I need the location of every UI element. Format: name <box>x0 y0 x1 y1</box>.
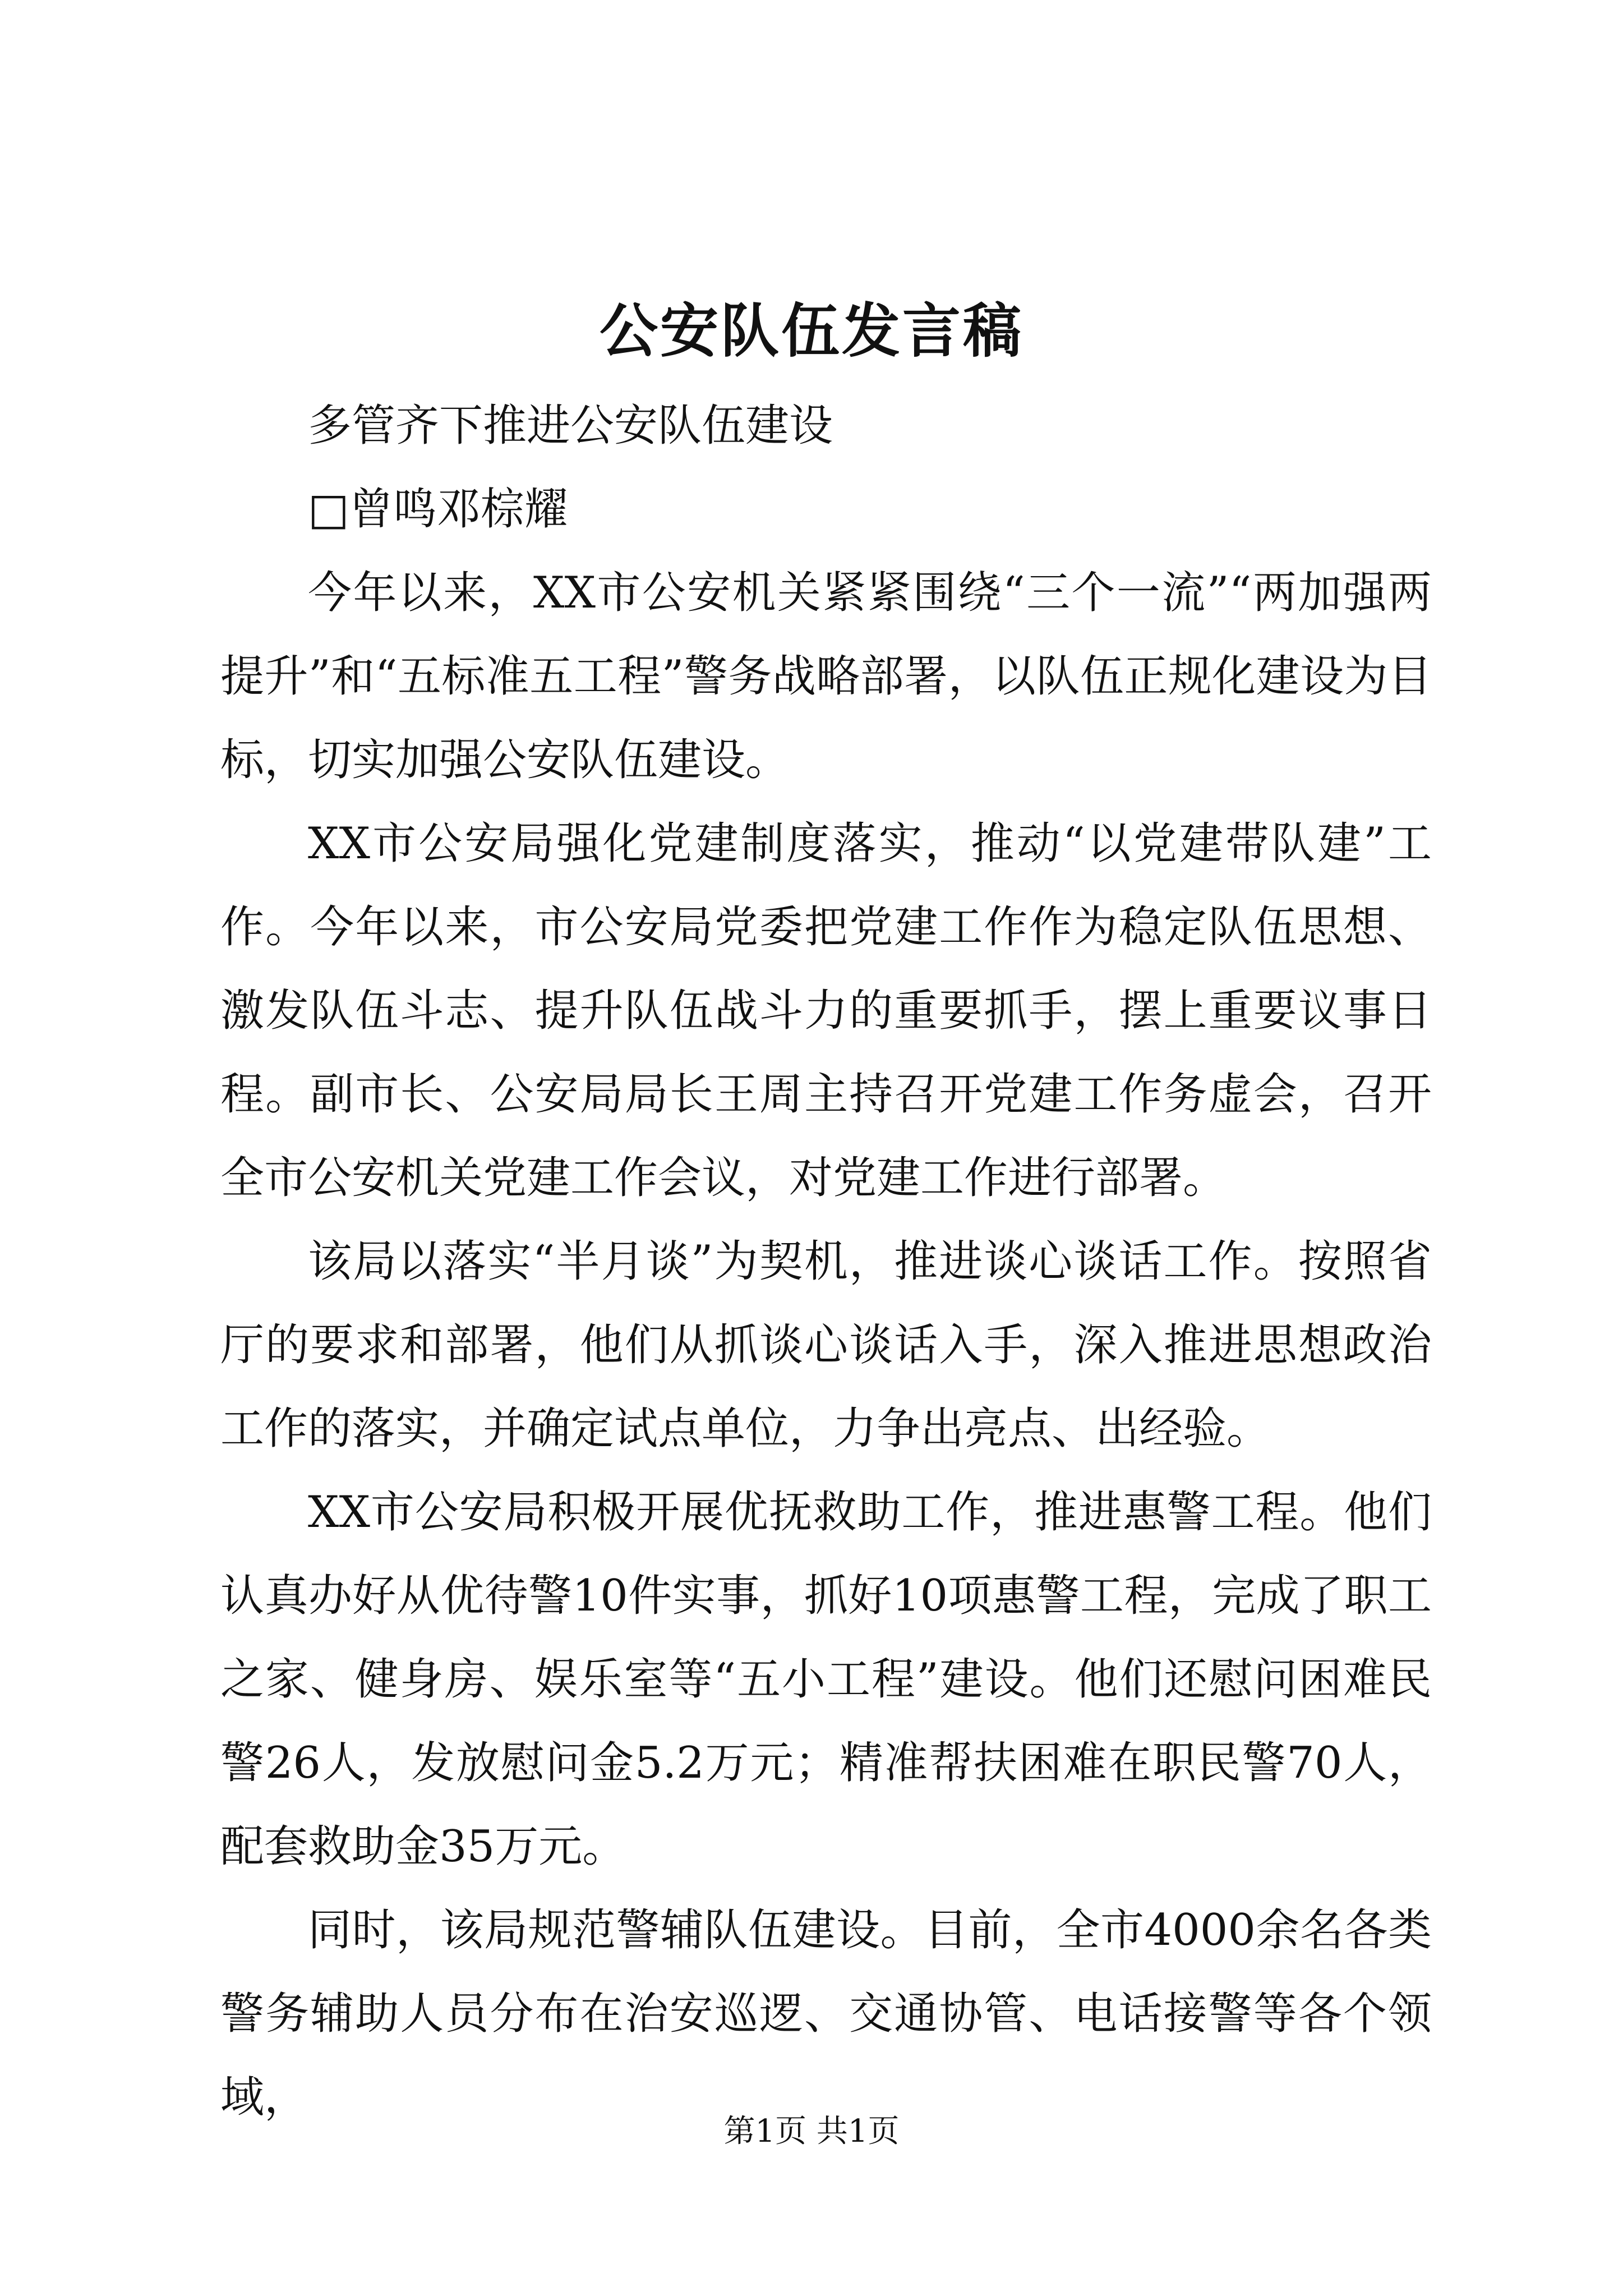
subtitle: 多管齐下推进公安队伍建设 <box>308 401 833 451</box>
document-body <box>220 384 1432 2139</box>
paragraph-party-building: XX市公安局强化党建制度落实，推动“以党建带队建”工作。今年以来，市公安局党委把党建工作作为稳定队伍思想、激发队伍斗志、提升队伍战斗力的重要抓手，摆上重要议事日程。副市长、公安局局长王周主持召开党建工作务虚会，召开全市公安机关党建工作会议，对党建工作进行部署。 <box>220 818 1432 1203</box>
paragraph-intro: 今年以来，XX市公安机关紧紧围绕“三个一流”“两加强两提升”和“五标准五工程”警务战略部署，以队伍正规化建设为目标，切实加强公安队伍建设。 <box>220 568 1432 785</box>
document-title: 公安队伍发言稿 <box>599 296 1023 365</box>
paragraph-heart-to-heart: 该局以落实“半月谈”为契机，推进谈心谈话工作。按照省厅的要求和部署，他们从抓谈心谈话入手，深入推进思想政治工作的落实，并确定试点单位，力争出亮点、出经验。 <box>220 1236 1432 1454</box>
paragraph-welfare: XX市公安局积极开展优抚救助工作，推进惠警工程。他们认真办好从优待警10件实事，抓好10项惠警工程，完成了职工之家、健身房、娱乐室等“五小工程”建设。他们还慰问困难民警26人，发放慰问金5.2万元；精准帮扶困难在职民警70人，配套救助金35万元。 <box>220 1487 1432 1872</box>
page-footer: 第1页 共1页 <box>723 2113 900 2150</box>
paragraph-auxiliary-police: 同时，该局规范警辅队伍建设。目前，全市4000余名各类警务辅助人员分布在治安巡逻、交通协管、电话接警等各个领域， <box>220 1905 1432 2123</box>
author-line: □曾鸣邓棕耀 <box>308 484 568 535</box>
